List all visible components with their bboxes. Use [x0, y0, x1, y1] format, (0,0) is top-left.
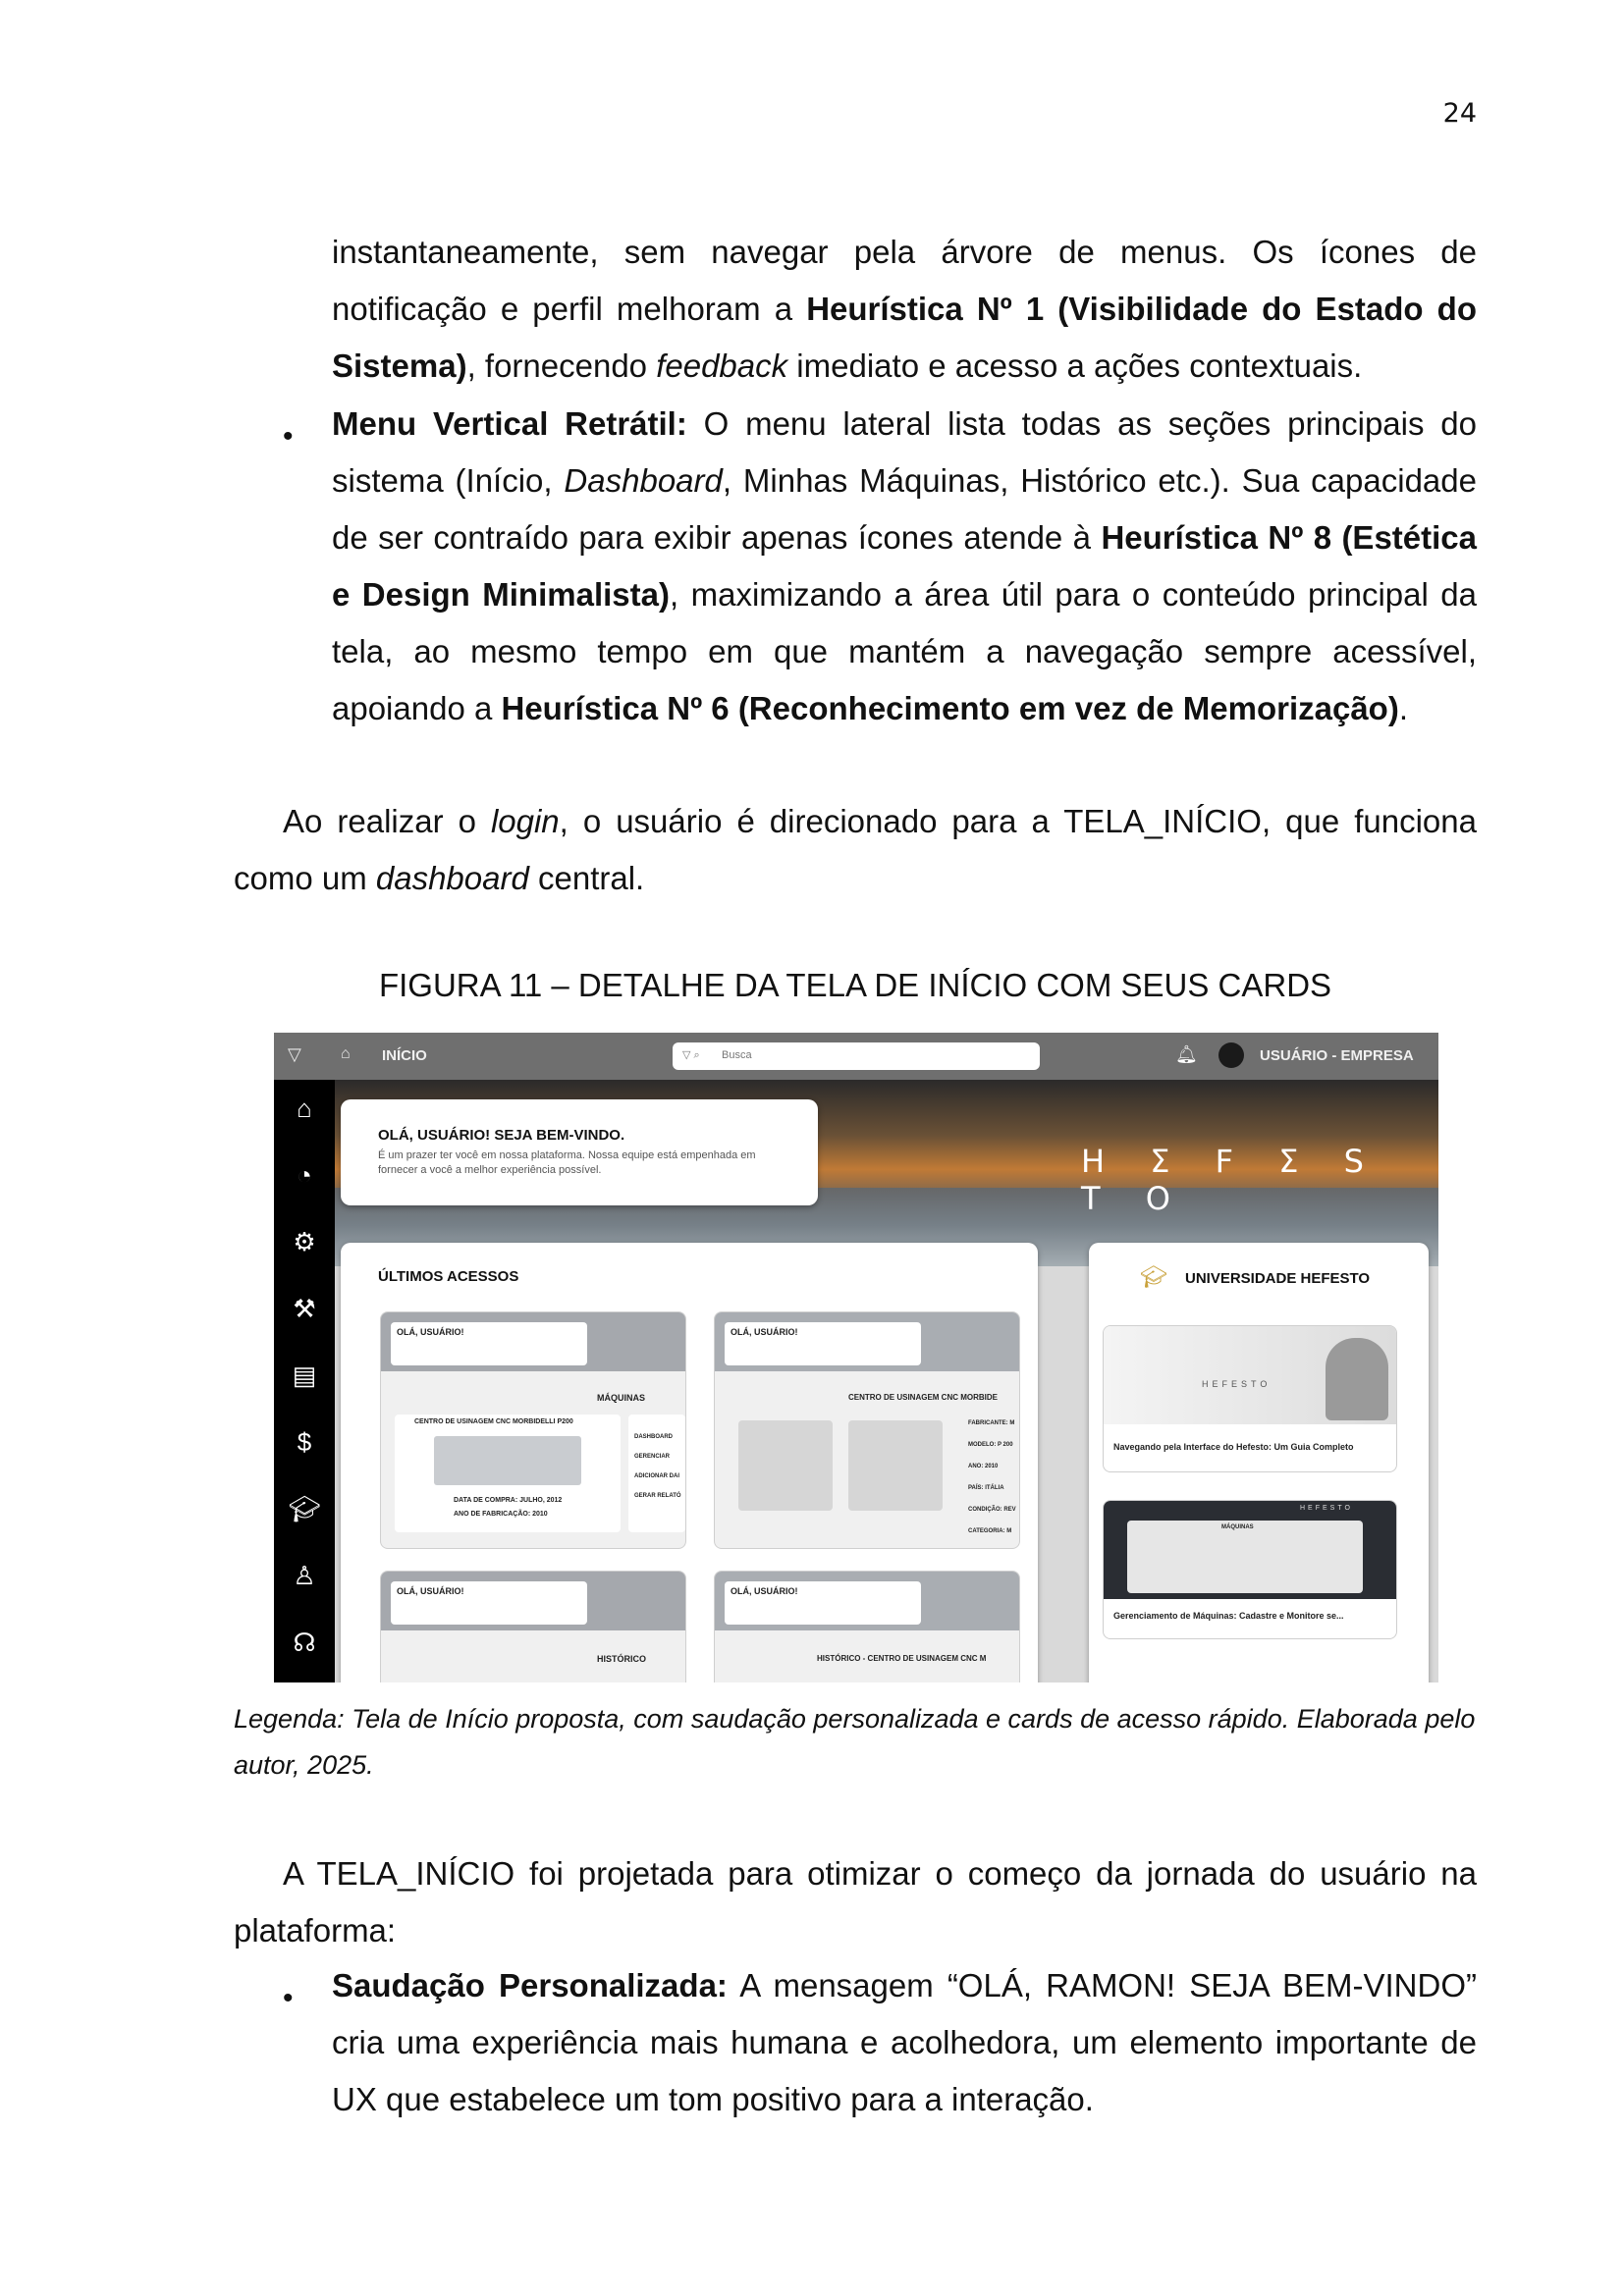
paragraph-heuristic-1 — [332, 224, 1477, 395]
italic-text: dashboard — [375, 860, 529, 896]
italic-text: login — [490, 803, 560, 839]
app-sidebar — [274, 1080, 335, 1682]
figure-legend: Legenda: Tela de Início proposta, com saudação personalizada e cards de acesso rápido. Elaborada pelo autor, 2025. — [234, 1704, 1476, 1780]
bold-text: Heurística Nº 8 (Estética e Design Minimalista) — [332, 519, 1478, 613]
bold-text: Saudação Personalizada: — [332, 1967, 728, 2003]
photo-placeholder — [738, 1420, 833, 1511]
user-settings-icon[interactable]: ♙ — [293, 1561, 316, 1590]
text: Ao realizar o — [283, 803, 491, 839]
welcome-title: OLÁ, USUÁRIO! SEJA BEM-VINDO. — [378, 1127, 625, 1144]
preview-section: MÁQUINAS — [1221, 1524, 1254, 1530]
machine-gear-icon[interactable]: ⚙ — [293, 1227, 316, 1256]
card-greeting: OLÁ, USUÁRIO! — [731, 1586, 798, 1596]
course-screen-preview — [1127, 1521, 1363, 1593]
spec-item: CATEGORIA: M — [968, 1528, 1012, 1534]
statue-image — [1326, 1338, 1388, 1420]
card-greeting: OLÁ, USUÁRIO! — [397, 1586, 464, 1596]
bell-icon[interactable]: 🔔︎ — [1175, 1044, 1198, 1064]
italic-text: feedback — [656, 347, 788, 384]
card-section: CENTRO DE USINAGEM CNC MORBIDE — [848, 1393, 999, 1402]
access-card-history-detail[interactable] — [714, 1571, 1020, 1682]
last-access-panel — [341, 1243, 1038, 1682]
text: O menu lateral lista todas as seções principais do sistema (Início, — [332, 405, 1477, 499]
app-topbar — [274, 1033, 1438, 1080]
university-title: UNIVERSIDADE HEFESTO — [1185, 1270, 1371, 1287]
machine-icon[interactable]: ▤ — [292, 1361, 317, 1390]
figure-title: FIGURA 11 – DETALHE DA TELA DE INÍCIO COM SEUS CARDS — [378, 967, 1332, 1003]
access-card-machine-detail[interactable] — [714, 1311, 1020, 1549]
bold-text: Heurística Nº 6 (Reconhecimento em vez de Memorização) — [501, 690, 1399, 726]
access-card-machines[interactable] — [380, 1311, 686, 1549]
spec-item: CONDIÇÃO: REV — [968, 1507, 1016, 1513]
bullet-marker: • — [283, 420, 294, 453]
finance-icon[interactable]: $ — [297, 1427, 312, 1457]
machine-menu — [628, 1415, 685, 1532]
machine-tile — [395, 1415, 621, 1532]
figure-screenshot — [274, 1033, 1438, 1682]
machine-photo — [434, 1436, 581, 1485]
home-icon: ⌂ — [341, 1045, 351, 1062]
text: imediato e acesso a ações contextuais. — [787, 347, 1363, 384]
paragraph-tela-inicio: A TELA_INÍCIO foi projetada para otimizar o começo da jornada do usuário na plataforma: — [234, 1855, 1477, 1949]
text: . — [1398, 690, 1409, 726]
hefesto-logo-icon: ▽ — [288, 1044, 301, 1064]
page-number: 24 — [1442, 98, 1477, 129]
course-title: Gerenciamento de Máquinas: Cadastre e Monitore se... — [1113, 1611, 1344, 1621]
course-card[interactable] — [1103, 1500, 1397, 1639]
welcome-text: É um prazer ter você em nossa plataforma. Nossa equipe está empenhada em fornecer a você a melhor experiência possível. — [378, 1149, 756, 1176]
graduation-cap-icon[interactable]: 🎓︎ — [288, 1494, 321, 1523]
dashboard-icon[interactable]: ◔ — [297, 1160, 312, 1190]
course-card[interactable] — [1103, 1325, 1397, 1472]
machine-name: CENTRO DE USINAGEM CNC MORBIDELLI P200 — [414, 1418, 573, 1425]
bank-icon[interactable]: ⌂ — [297, 1094, 312, 1123]
spec-item: PAÍS: ITÁLIA — [968, 1485, 1004, 1491]
menu-item: GERAR RELATÓ — [634, 1493, 681, 1499]
italic-text: Dashboard — [564, 462, 723, 499]
text: , Minhas Máquinas, Histórico etc.). Sua capacidade de ser contraído para exibir apenas ícones atende à — [332, 462, 1477, 556]
bullet-saudacao — [332, 1957, 1477, 2128]
avatar-icon[interactable] — [1218, 1042, 1244, 1068]
search-input[interactable] — [673, 1042, 1040, 1070]
bullet-menu-vertical — [332, 396, 1477, 737]
welcome-card — [341, 1099, 818, 1205]
manufacture-year: ANO DE FABRICAÇÃO: 2010 — [454, 1511, 548, 1518]
bullet-marker: • — [283, 1982, 294, 2014]
access-card-history[interactable] — [380, 1571, 686, 1682]
text: , maximizando a área útil para o conteúdo principal da tela, ao mesmo tempo em que mantém a navegação sempre acessível, apoiando a — [332, 576, 1477, 726]
card-section: HISTÓRICO — [597, 1654, 647, 1664]
paragraph-login — [234, 793, 1477, 907]
support-icon[interactable]: ☊ — [293, 1628, 316, 1657]
text: , fornecendo — [466, 347, 657, 384]
brand-logo-text: H Σ F Σ S T O — [1081, 1143, 1381, 1217]
card-greeting: OLÁ, USUÁRIO! — [731, 1327, 798, 1337]
menu-item: ADICIONAR DAI — [634, 1473, 679, 1479]
card-section: MÁQUINAS — [597, 1393, 645, 1403]
spec-item: ANO: 2010 — [968, 1464, 999, 1469]
course-logo-text: HEFESTO — [1202, 1379, 1272, 1389]
text: A mensagem “OLÁ, RAMON! SEJA BEM-VINDO” cria uma experiência mais humana e acolhedora, um elemento importante de UX que estabelece um tom positivo para a interação. — [332, 1967, 1478, 2117]
user-name[interactable]: USUÁRIO - EMPRESA — [1260, 1047, 1414, 1064]
spec-item: FABRICANTE: M — [968, 1420, 1015, 1426]
purchase-date: DATA DE COMPRA: JULHO, 2012 — [454, 1497, 563, 1504]
text: instantaneamente, sem navegar pela árvore de menus. Os ícones de notificação e perfil melhoram a — [332, 234, 1477, 327]
text: , o usuário é direcionado para a TELA_INÍCIO, que funciona como um — [234, 803, 1477, 896]
graduation-cap-icon: 🎓︎ — [1140, 1264, 1167, 1289]
filter-icon: ▽ ⌕ — [682, 1049, 700, 1061]
photo-placeholder — [848, 1420, 943, 1511]
section-title: INÍCIO — [382, 1047, 427, 1064]
bold-text: Menu Vertical Retrátil: — [332, 405, 687, 442]
text: central. — [528, 860, 645, 896]
search-placeholder: Busca — [722, 1049, 752, 1061]
menu-item: GERENCIAR — [634, 1454, 671, 1460]
menu-item: DASHBOARD — [634, 1434, 673, 1440]
university-panel — [1089, 1243, 1429, 1682]
spec-item: MODELO: P 200 — [968, 1442, 1013, 1448]
course-logo-text: HEFESTO — [1300, 1505, 1353, 1512]
bold-text: Heurística Nº 1 (Visibilidade do Estado do Sistema) — [332, 291, 1477, 384]
card-section: HISTÓRICO - CENTRO DE USINAGEM CNC M — [817, 1654, 987, 1663]
course-title: Navegando pela Interface do Hefesto: Um Guia Completo — [1113, 1442, 1354, 1452]
last-access-title: ÚLTIMOS ACESSOS — [378, 1268, 519, 1285]
maintenance-icon[interactable]: ⚒ — [293, 1294, 316, 1323]
card-greeting: OLÁ, USUÁRIO! — [397, 1327, 464, 1337]
